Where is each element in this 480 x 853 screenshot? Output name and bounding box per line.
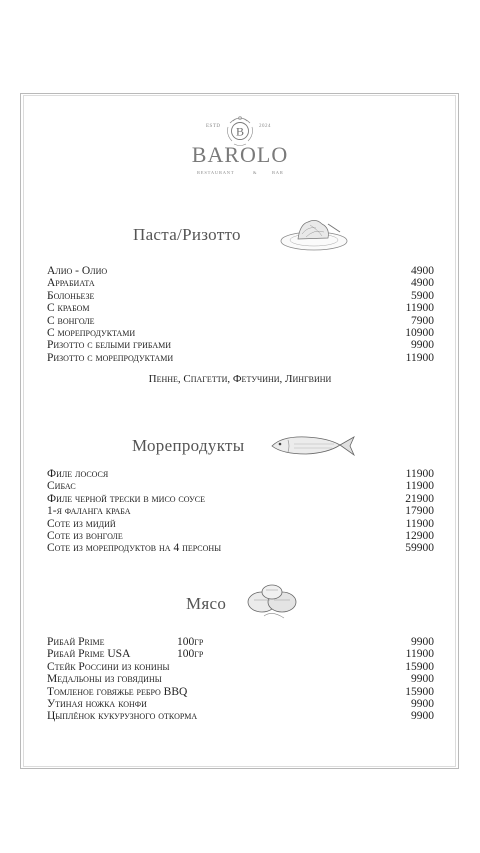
menu-item-name: С крабом	[47, 302, 90, 315]
menu-item	[47, 505, 434, 517]
menu-item	[47, 352, 434, 364]
menu-item-name: Рибай Prime USA	[47, 648, 131, 661]
menu-item	[47, 648, 434, 660]
menu-item-price: 4900	[411, 265, 434, 277]
menu-item-name: С морепродуктами	[47, 327, 136, 339]
menu-item-name: Соте из вонголе	[47, 530, 123, 542]
section-title-seafood: Морепродукты	[132, 436, 245, 455]
menu-item-name: Соте из мидий	[47, 517, 116, 530]
menu-item	[47, 686, 434, 698]
menu-item-price: 9900	[411, 339, 434, 352]
menu-item-name: Ризотто с белыми грибами	[47, 339, 172, 352]
menu-item-name: Филе лосося	[47, 468, 109, 480]
menu-item-price: 11900	[405, 351, 434, 364]
menu-item-price: 9900	[411, 673, 434, 686]
menu-item-price: 15900	[405, 660, 434, 673]
menu-item-price: 9900	[411, 710, 434, 723]
menu-item	[47, 277, 434, 289]
menu-item-name: Рибай Prime	[47, 636, 105, 648]
estd-label: ESTD	[206, 124, 221, 129]
brand-sub-right: BAR	[272, 170, 284, 175]
menu-item	[47, 302, 434, 314]
menu-item-price: 21900	[405, 492, 434, 505]
menu-item-price: 11900	[405, 302, 434, 315]
menu-item	[47, 480, 434, 492]
menu-item	[47, 468, 434, 480]
steak-icon	[244, 580, 300, 622]
menu-item-price: 15900	[405, 685, 434, 698]
menu-item-price: 9900	[411, 636, 434, 648]
menu-item-name: Сибас	[47, 480, 76, 493]
menu-item-price: 59900	[405, 542, 434, 555]
menu-item-price: 9900	[411, 698, 434, 710]
menu-item-weight: 100гр	[177, 648, 204, 661]
menu-item	[47, 518, 434, 530]
menu-item-price: 7900	[411, 314, 434, 327]
menu-item-price: 10900	[405, 327, 434, 339]
menu-item-price: 11900	[405, 648, 434, 661]
menu-item	[47, 636, 434, 648]
menu-item-weight: 100гр	[177, 636, 204, 648]
menu-item-price: 11900	[405, 517, 434, 530]
menu-item	[47, 673, 434, 685]
menu-item-price: 11900	[405, 480, 434, 493]
menu-item-name: Аррабиата	[47, 277, 95, 290]
menu-item	[47, 327, 434, 339]
menu-item	[47, 265, 434, 277]
menu-item-name: Стейк Россини из конины	[47, 660, 170, 673]
menu-item-name: С вонголе	[47, 314, 95, 327]
fish-icon	[268, 432, 356, 460]
menu-item-name: Медальоны из говядины	[47, 673, 162, 686]
menu-item-price: 17900	[405, 505, 434, 518]
menu-item-price: 4900	[411, 277, 434, 290]
pasta-plate-icon	[278, 214, 350, 254]
pasta-types-note: Пенне, Спагетти, Фетучини, Лингвини	[148, 373, 332, 385]
menu-item	[47, 710, 434, 722]
brand-sub-left: RESTAURANT	[197, 170, 235, 175]
estd-year: 2024	[259, 124, 271, 129]
menu-item	[47, 530, 434, 542]
menu-item-price: 11900	[405, 468, 434, 480]
menu-item-price: 12900	[405, 530, 434, 542]
menu-item	[47, 339, 434, 351]
brand-name: BAROLO	[191, 142, 289, 167]
menu-item-price: 5900	[411, 289, 434, 302]
section-title-meat: Мясо	[186, 594, 227, 613]
menu-item-name: Филе черной трески в мисо соусе	[47, 492, 205, 505]
menu-item	[47, 315, 434, 327]
menu-item-name: Соте из морепродуктов на 4 персоны	[47, 542, 222, 555]
menu-item	[47, 493, 434, 505]
menu-item-name: Томленое говяжье ребро BBQ	[47, 685, 188, 698]
menu-item	[47, 698, 434, 710]
menu-item-name: Цыплёнок кукурузного откорма	[47, 710, 198, 723]
menu-item-name: Алио - Олио	[47, 265, 108, 277]
monogram-letter: B	[235, 124, 245, 139]
menu-item	[47, 290, 434, 302]
section-title-pasta: Паста/Ризотто	[133, 225, 241, 244]
menu-item-name: 1-я фаланга краба	[47, 505, 131, 518]
menu-item-name: Ризотто с морепродуктами	[47, 351, 174, 364]
brand-sub-amp: &	[253, 170, 258, 175]
menu-item-name: Утиная ножка конфи	[47, 698, 147, 710]
menu-item	[47, 661, 434, 673]
menu-item-name: Болоньезе	[47, 289, 95, 302]
menu-item	[47, 542, 434, 554]
